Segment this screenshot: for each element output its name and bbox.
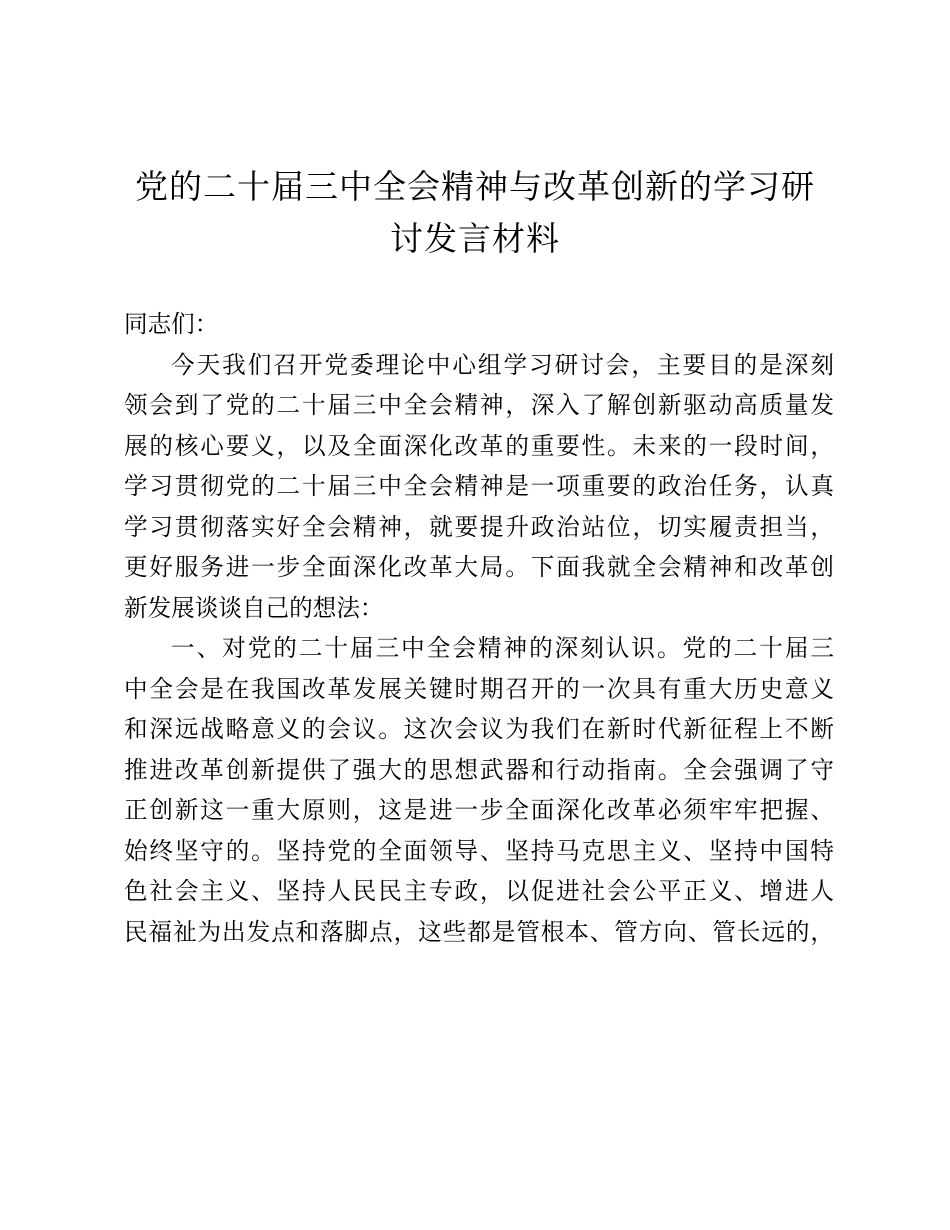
- body-line: 色社会主义、坚持人民民主专政，以促进社会公平正义、增进人: [124, 877, 834, 905]
- body-line: 展的核心要义，以及全面深化改革的重要性。未来的一段时间，: [124, 431, 834, 460]
- body-line: 一、对党的二十届三中全会精神的深刻认识。党的二十届三: [171, 634, 834, 662]
- body-line: 始终坚守的。坚持党的全面领导、坚持马克思主义、坚持中国特: [124, 836, 834, 865]
- document-body: [124, 304, 834, 952]
- body-text: [124, 345, 834, 953]
- body-line: 民福祉为出发点和落脚点，这些都是管根本、管方向、管长远的，: [124, 917, 834, 946]
- document-title: [100, 161, 850, 265]
- body-line: 领会到了党的二十届三中全会精神，深入了解创新驱动高质量发: [124, 391, 834, 419]
- body-line: 新发展谈谈自己的想法：: [124, 593, 384, 622]
- body-line: 今天我们召开党委理论中心组学习研讨会，主要目的是深刻: [171, 350, 834, 379]
- title-line-2: 讨发言材料: [390, 219, 560, 258]
- body-line: 中全会是在我国改革发展关键时期召开的一次具有重大历史意义: [124, 674, 834, 703]
- body-line: 和深远战略意义的会议。这次会议为我们在新时代新征程上不断: [124, 715, 834, 743]
- title-line-1: 党的二十届三中全会精神与改革创新的学习研: [135, 167, 815, 206]
- body-line: 推进改革创新提供了强大的思想武器和行动指南。全会强调了守: [124, 755, 834, 784]
- body-line: 学习贯彻党的二十届三中全会精神是一项重要的政治任务，认真: [124, 472, 834, 500]
- body-line: 正创新这一重大原则，这是进一步全面深化改革必须牢牢把握、: [124, 796, 834, 824]
- body-line: 更好服务进一步全面深化改革大局。下面我就全会精神和改革创: [124, 553, 834, 581]
- salutation: 同志们：: [124, 310, 219, 338]
- body-line: 学习贯彻落实好全会精神，就要提升政治站位，切实履责担当，: [124, 512, 834, 541]
